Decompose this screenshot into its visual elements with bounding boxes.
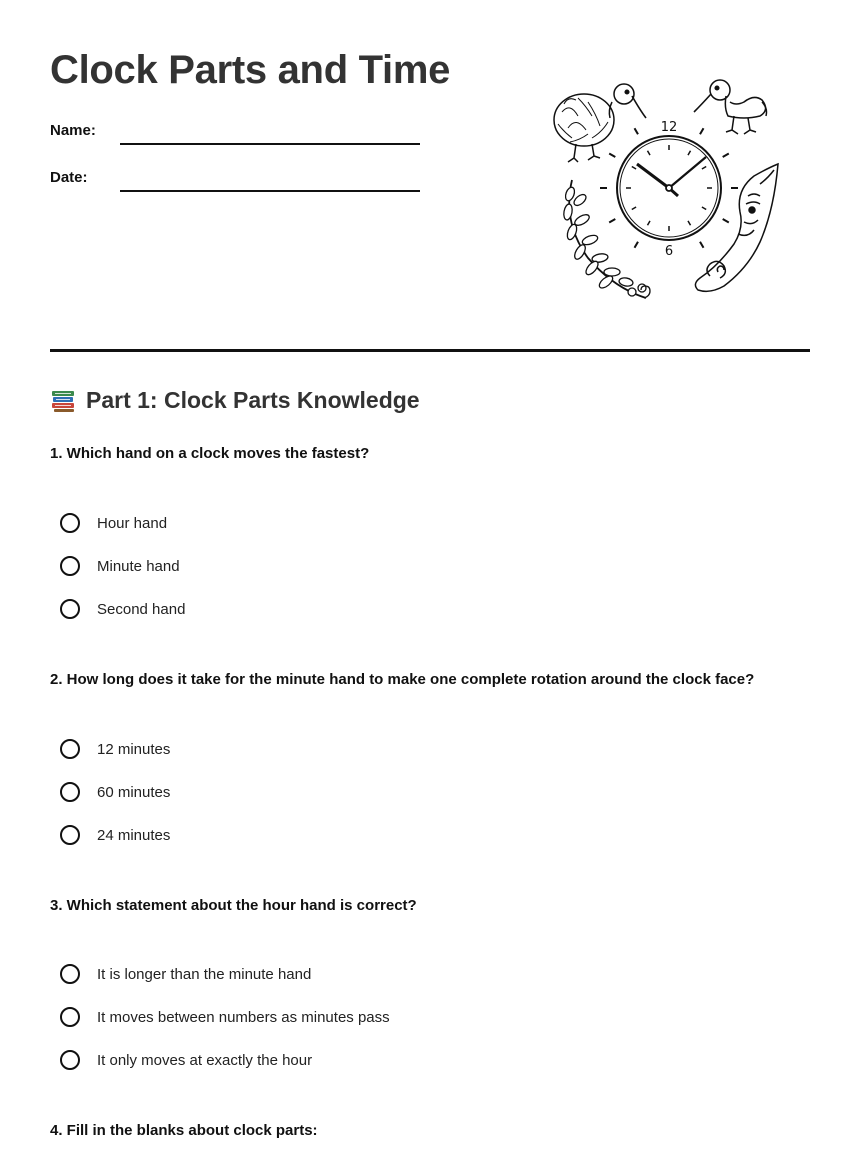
option-label: Minute hand [97,557,180,575]
clock-illustration [548,72,788,308]
option-label: It moves between numbers as minutes pass [97,1008,390,1026]
date-label: Date: [50,169,88,186]
question-3-option-1[interactable] [60,962,311,986]
radio-button[interactable] [60,782,80,802]
option-label: It only moves at exactly the hour [97,1051,313,1069]
question-2-option-3[interactable] [60,823,170,847]
radio-button[interactable] [60,825,80,845]
question-3: 3. Which statement about the hour hand is correct? [50,897,417,914]
question-2: 2. How long does it take for the minute hand to make one complete rotation around the clock face? [50,671,755,688]
question-1-option-2[interactable] [60,554,180,578]
radio-button[interactable] [60,556,80,576]
clock-face-icon [600,128,738,248]
question-2-option-1[interactable] [60,737,170,761]
section-title-text: Part 1: Clock Parts Knowledge [86,387,420,413]
clock-number-6: 6 [664,244,674,259]
radio-button[interactable] [60,1007,80,1027]
fern-frond-icon [563,180,650,298]
radio-button[interactable] [60,739,80,759]
page-title: Clock Parts and Time [50,48,451,92]
books-icon [50,388,76,414]
clock-number-12: 12 [660,120,678,135]
kiwi-bird-right-icon [694,80,767,134]
radio-button[interactable] [60,964,80,984]
question-4: 4. Fill in the blanks about clock parts: [50,1122,318,1139]
question-1-option-1[interactable] [60,511,167,535]
name-input-line[interactable] [120,143,420,145]
option-label: Second hand [97,600,186,618]
section-title [50,387,420,414]
maori-carving-icon [695,164,778,291]
radio-button[interactable] [60,1050,80,1070]
option-label: 12 minutes [97,740,171,758]
option-label: 60 minutes [97,783,171,801]
question-2-option-2[interactable] [60,780,170,804]
question-3-option-3[interactable] [60,1048,312,1072]
option-label: 24 minutes [97,826,171,844]
header-divider [50,349,810,352]
radio-button[interactable] [60,513,80,533]
date-input-line[interactable] [120,190,420,192]
name-label: Name: [50,122,96,139]
question-1: 1. Which hand on a clock moves the fastest? [50,445,370,462]
option-label: It is longer than the minute hand [97,965,312,983]
option-label: Hour hand [97,514,168,532]
question-3-option-2[interactable] [60,1005,390,1029]
radio-button[interactable] [60,599,80,619]
question-1-option-3[interactable] [60,597,185,621]
